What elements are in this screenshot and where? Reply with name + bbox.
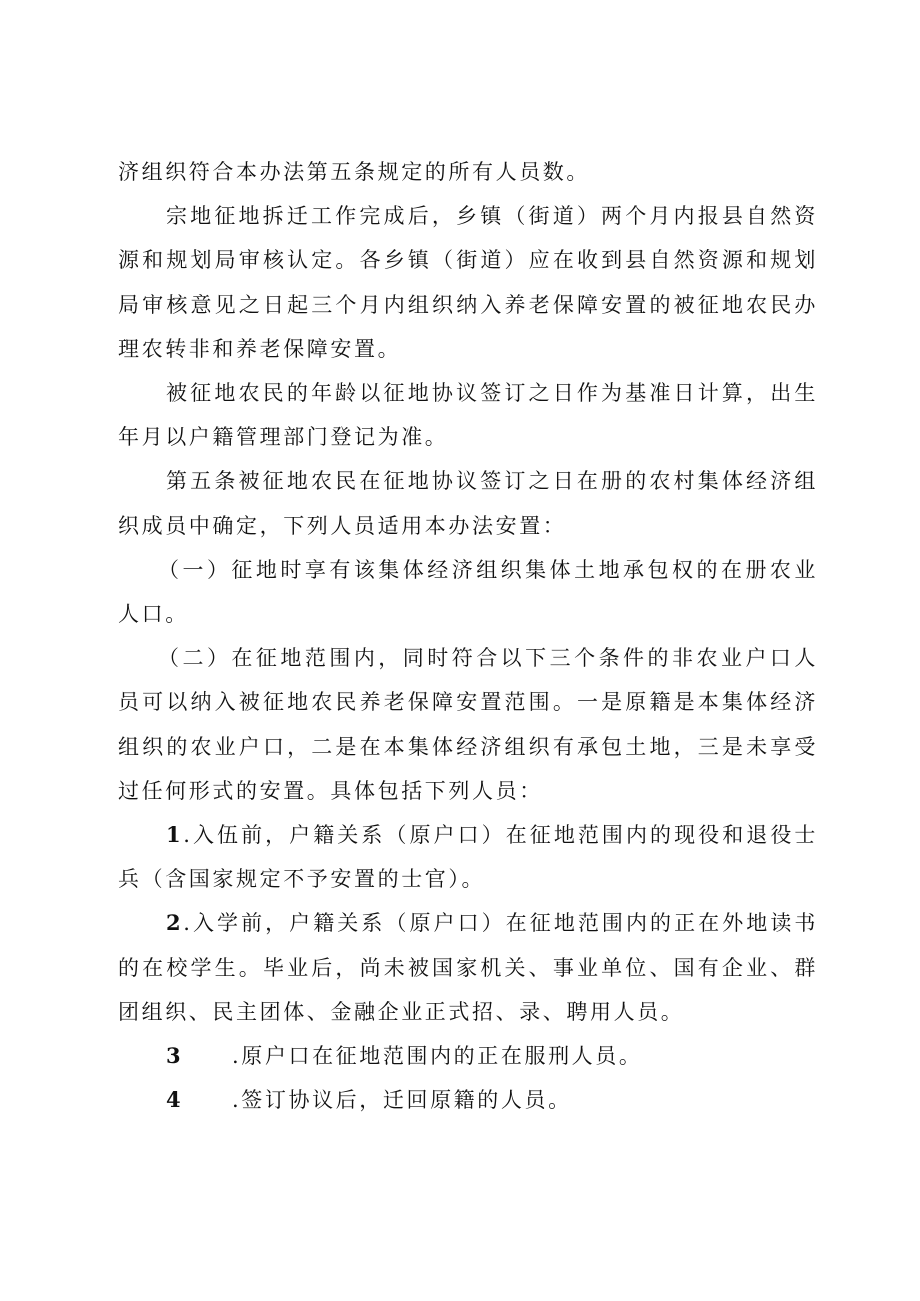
document-body [118, 150, 818, 1122]
list-item-text: .原户口在征地范围内的正在服刑人员。 [232, 1044, 643, 1069]
list-item-number: 4 [166, 1087, 184, 1113]
list-item-text: .签订协议后，迁回原籍的人员。 [232, 1088, 572, 1113]
paragraph-continuation: 济组织符合本办法第五条规定的所有人员数。 [118, 160, 590, 184]
paragraph-approval: 宗地征地拆迁工作完成后，乡镇（街道）两个月内报县自然资源和规划局审核认定。各乡镇（街道）应在收到县自然资源和规划局审核意见之日起三个月内组织纳入养老保障安置的被征地农民办理农转非和养老保障安置。 [118, 204, 818, 361]
list-item-1 [118, 813, 818, 901]
paragraph-age-basis: 被征地农民的年龄以征地协议签订之日作为基准日计算，出生年月以户籍管理部门登记为准。 [118, 381, 818, 450]
list-item-2 [118, 901, 818, 1034]
list-item-text: .入学前，户籍关系（原户口）在征地范围内的正在外地读书的在校学生。毕业后，尚未被国家机关、事业单位、国有企业、群团组织、民主团体、金融企业正式招、录、聘用人员。 [118, 911, 818, 1024]
list-item-number: 2 [166, 910, 184, 936]
list-item-4 [118, 1078, 818, 1122]
clause-one: （一）征地时享有该集体经济组织集体土地承包权的在册农业人口。 [118, 557, 818, 627]
article-five: 第五条被征地农民在征地协议签订之日在册的农村集体经济组织成员中确定，下列人员适用本办法安置： [118, 469, 818, 538]
list-item-3 [118, 1034, 818, 1078]
list-item-number: 3 [166, 1043, 184, 1069]
clause-two: （二）在征地范围内，同时符合以下三个条件的非农业户口人员可以纳入被征地农民养老保障安置范围。一是原籍是本集体经济组织的农业户口，二是在本集体经济组织有承包土地，三是未享受过任何形式的安置。具体包括下列人员： [118, 646, 818, 803]
list-item-number: 1 [166, 822, 184, 848]
list-item-text: .入伍前，户籍关系（原户口）在征地范围内的现役和退役士兵（含国家规定不予安置的士官）。 [118, 823, 818, 892]
